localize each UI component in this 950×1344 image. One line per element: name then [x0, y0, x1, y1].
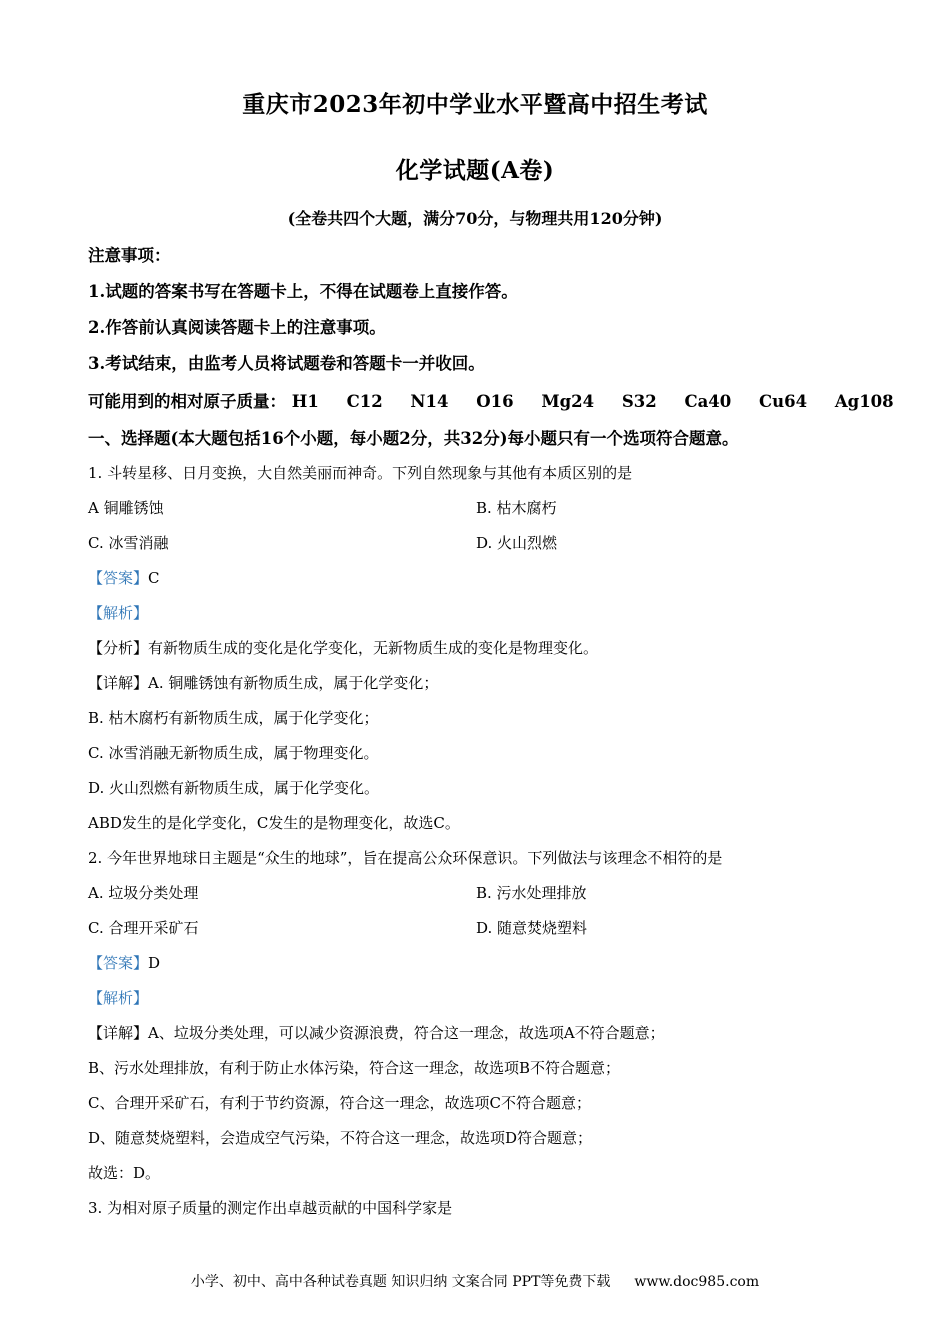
question-stem: 3. 为相对原子质量的测定作出卓越贡献的中国科学家是	[88, 1199, 453, 1217]
atomic-mass-value: Mg24	[541, 392, 595, 411]
answer-label: 【答案】	[88, 954, 149, 972]
fenxi-text: 有新物质生成的变化是化学变化，无新物质生成的变化是物理变化。	[148, 639, 599, 657]
detail-line: B. 枯木腐朽有新物质生成，属于化学变化；	[88, 709, 379, 727]
option-c: C. 合理开采矿石	[88, 919, 199, 937]
notes-heading: 注意事项：	[88, 246, 171, 265]
answer-line	[88, 567, 160, 588]
atomic-mass-value: Ag108	[834, 392, 894, 411]
detail-line: 故选：D。	[88, 1164, 161, 1182]
question-stem: 2. 今年世界地球日主题是“众生的地球”，旨在提高公众环保意识。下列做法与该理念不相符的是	[88, 849, 723, 867]
analysis-line	[88, 602, 148, 623]
option-a: A 铜雕锈蚀	[88, 499, 164, 517]
note-item: 1.试题的答案书写在答题卡上，不得在试题卷上直接作答。	[88, 282, 518, 301]
detail-line	[88, 1022, 665, 1043]
atomic-masses-label: 可能用到的相对原子质量：	[88, 392, 286, 411]
analysis-label: 【解析】	[88, 989, 149, 1007]
section-heading: 一、选择题(本大题包括16个小题，每小题2分，共32分)每小题只有一个选项符合题意。	[88, 429, 739, 448]
detail-text: A、垃圾分类处理，可以减少资源浪费，符合这一理念，故选项A不符合题意；	[148, 1024, 665, 1042]
option-b: B. 枯木腐朽	[476, 499, 557, 517]
note-item: 3.考试结束，由监考人员将试题卷和答题卡一并收回。	[88, 354, 485, 373]
atomic-masses	[88, 388, 916, 412]
fenxi-line	[88, 637, 598, 658]
answer-value: D	[148, 954, 161, 972]
option-b: B. 污水处理排放	[476, 884, 587, 902]
detail-line: ABD发生的是化学变化，C发生的是物理变化，故选C。	[88, 814, 460, 832]
detail-line: D. 火山烈燃有新物质生成，属于化学变化。	[88, 779, 380, 797]
answer-line	[88, 952, 160, 973]
detail-line	[88, 672, 438, 693]
atomic-mass-value: N14	[410, 392, 449, 411]
atomic-mass-value: H1	[291, 392, 319, 411]
footer-url[interactable]: www.doc985.com	[634, 1274, 760, 1290]
analysis-line	[88, 987, 148, 1008]
fenxi-label: 【分析】	[88, 639, 149, 657]
atomic-mass-value: C12	[346, 392, 383, 411]
exam-subtitle: (全卷共四个大题，满分70分，与物理共用120分钟)	[287, 209, 663, 228]
exam-subject-title: 化学试题(A卷)	[395, 157, 555, 184]
atomic-mass-value: O16	[476, 392, 514, 411]
analysis-label: 【解析】	[88, 604, 149, 622]
detail-line: C、合理开采矿石，有利于节约资源，符合这一理念，故选项C不符合题意；	[88, 1094, 591, 1112]
exam-title: 重庆市2023年初中学业水平暨高中招生考试	[242, 91, 708, 118]
option-c: C. 冰雪消融	[88, 534, 169, 552]
detail-label: 【详解】	[88, 674, 149, 692]
page-footer	[0, 1271, 950, 1291]
answer-label: 【答案】	[88, 569, 149, 587]
atomic-mass-value: Cu64	[759, 392, 808, 411]
option-a: A. 垃圾分类处理	[88, 884, 199, 902]
atomic-mass-value: S32	[621, 392, 657, 411]
atomic-mass-value: Ca40	[684, 392, 732, 411]
option-d: D. 火山烈燃	[476, 534, 558, 552]
question-stem: 1. 斗转星移、日月变换，大自然美丽而神奇。下列自然现象与其他有本质区别的是	[88, 464, 633, 482]
option-d: D. 随意焚烧塑料	[476, 919, 588, 937]
detail-line: B、污水处理排放，有利于防止水体污染，符合这一理念，故选项B不符合题意；	[88, 1059, 621, 1077]
footer-text: 小学、初中、高中各种试卷真题 知识归纳 文案合同 PPT等免费下载	[190, 1274, 611, 1290]
note-item: 2.作答前认真阅读答题卡上的注意事项。	[88, 318, 386, 337]
detail-label: 【详解】	[88, 1024, 149, 1042]
detail-line: D、随意焚烧塑料，会造成空气污染，不符合这一理念，故选项D符合题意；	[88, 1129, 593, 1147]
detail-text: A. 铜雕锈蚀有新物质生成，属于化学变化；	[148, 674, 439, 692]
answer-value: C	[148, 569, 160, 587]
detail-line: C. 冰雪消融无新物质生成，属于物理变化。	[88, 744, 379, 762]
